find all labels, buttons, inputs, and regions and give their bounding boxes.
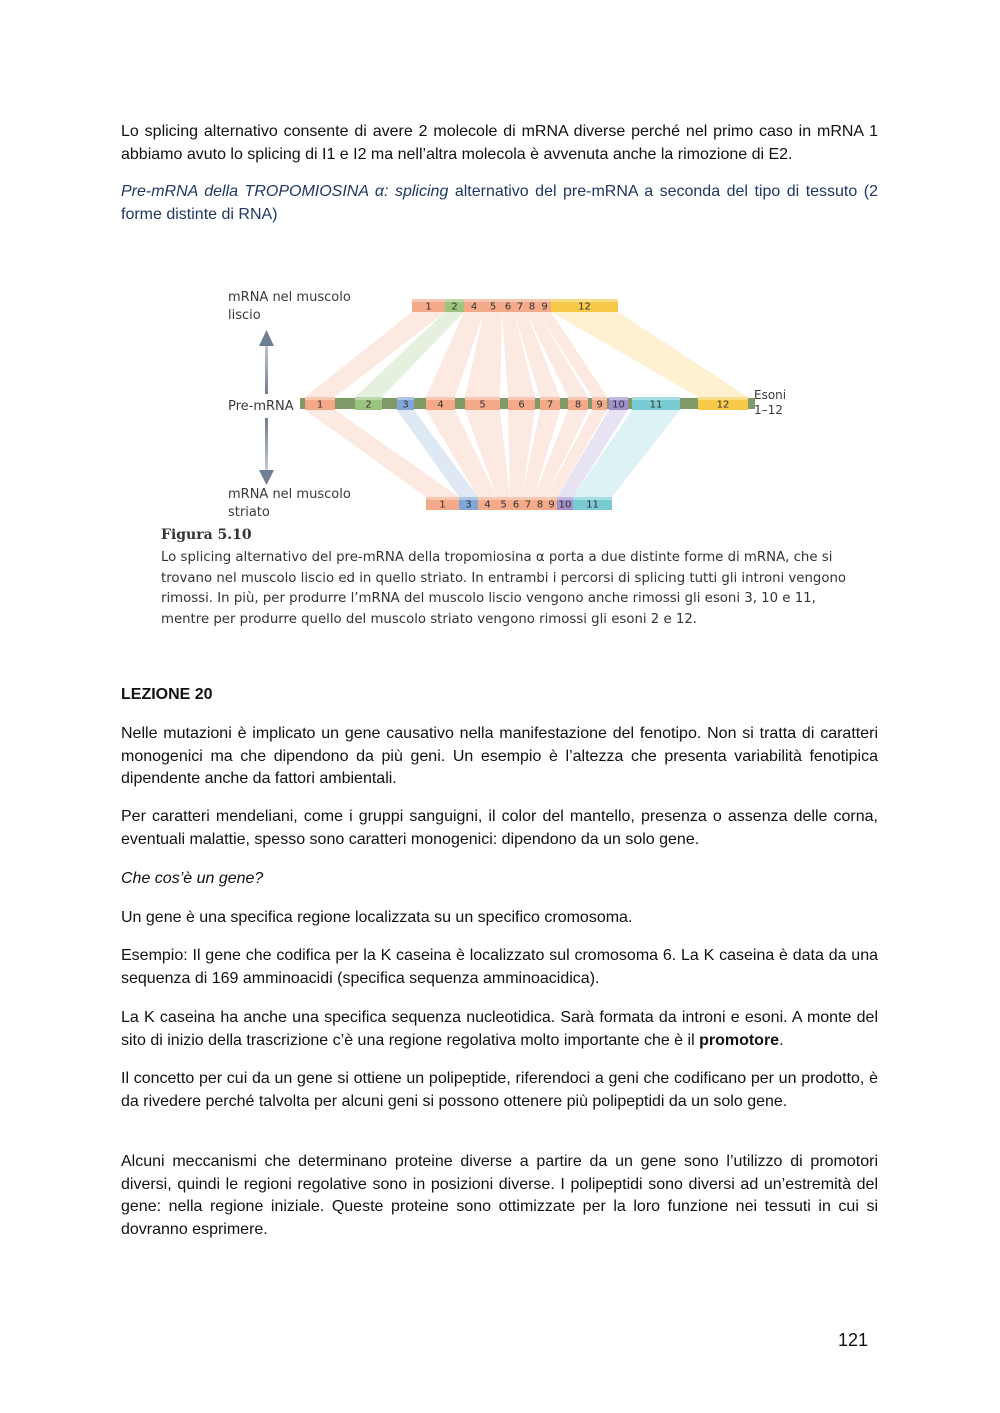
pre-mrna-exon-label-1: 1 — [316, 399, 324, 411]
smooth-exon-9 — [538, 299, 551, 313]
lesson-paragraph-4: Un gene è una specifica regione localizzata su un specifico cromosoma. — [121, 909, 633, 926]
exons-label-line1: Esoni — [754, 388, 787, 402]
pre-mrna-exon-6 — [508, 397, 535, 411]
smooth-exon-label-6: 6 — [504, 301, 512, 313]
pre-mrna-exon-11 — [632, 397, 680, 411]
pre-mrna-exon-3 — [397, 397, 414, 411]
striated-muscle-label-line2: striato — [228, 505, 270, 520]
pre-mrna-exon-7 — [540, 397, 560, 411]
page-number: 121 — [838, 1330, 869, 1350]
smooth-exon-7 — [514, 299, 526, 313]
lesson-paragraph-7: Il concetto per cui da un gene si ottiene un polipeptide, riferendoci a geni che codificano per un prodotto, è da rivedere perché talvolta per alcuni geni si possono ottenere più polipeptidi da un solo gene. — [121, 1070, 878, 1110]
smooth-exon-6 — [502, 299, 514, 313]
striated-exon-3 — [459, 497, 478, 511]
pre-mrna-exon-8 — [568, 397, 588, 411]
smooth-exon-label-4: 4 — [470, 301, 478, 313]
arrow-down-icon — [259, 470, 274, 485]
smooth-exon-label-9: 9 — [541, 301, 548, 313]
smooth-exon-label-8: 8 — [528, 301, 536, 313]
smooth-exon-1 — [412, 299, 445, 313]
striated-muscle-label — [228, 486, 351, 522]
striated-exon-label-10: 10 — [558, 499, 572, 511]
striated-exon-7 — [522, 497, 534, 511]
lesson-paragraph-1: Nelle mutazioni è implicato un gene causativo nella manifestazione del fenotipo. Non si tratta di caratteri monogenici ma che dipendono da più geni. Un esempio è l’altezza che presenta variabilità fenotipica dipendente anche da fattori ambientali. — [121, 725, 878, 787]
smooth-muscle-label-line2: liscio — [228, 308, 261, 323]
smooth-muscle-label-line1: mRNA nel muscolo — [228, 290, 351, 305]
pre-mrna-exon-label-7: 7 — [546, 399, 554, 411]
striated-exon-label-6: 6 — [512, 499, 520, 511]
striated-exon-10 — [557, 497, 573, 511]
pre-mrna-exon-label-11: 11 — [649, 399, 663, 411]
smooth-exon-label-5: 5 — [489, 301, 497, 313]
lesson-paragraph-5: Esempio: Il gene che codifica per la K caseina è localizzato sul cromosoma 6. La K caseina è data da una sequenza di 169 amminoacidi (specifica sequenza amminoacidica). — [121, 947, 878, 987]
pre-mrna-exon-12 — [698, 397, 748, 411]
tropomyosin-caption-italic: Pre-mRNA della TROPOMIOSINA α: splicing — [121, 183, 449, 200]
striated-exon-label-9: 9 — [548, 499, 555, 511]
striated-exon-label-11: 11 — [586, 499, 599, 511]
striated-muscle-label-line1: mRNA nel muscolo — [228, 487, 351, 502]
pre-mrna-exon-2 — [355, 397, 382, 411]
tropomyosin-caption — [121, 181, 878, 226]
striated-exon-4 — [478, 497, 497, 511]
pre-mrna-exon-label-10: 10 — [612, 399, 625, 411]
smooth-muscle-label — [228, 289, 351, 325]
striated-exon-11 — [573, 497, 612, 511]
smooth-exon-2 — [445, 299, 464, 313]
striated-exon-label-8: 8 — [536, 499, 544, 511]
lesson-paragraph-6-end: . — [779, 1031, 784, 1049]
pre-mrna-exon-9 — [592, 397, 607, 411]
pre-mrna-exon-label-8: 8 — [574, 399, 582, 411]
pre-mrna-exon-label-5: 5 — [479, 399, 486, 411]
pre-mrna-exon-10 — [609, 397, 628, 411]
splice-band-exon-12 — [551, 312, 748, 397]
smooth-exon-label-12: 12 — [578, 301, 591, 313]
smooth-exon-label-2: 2 — [451, 301, 458, 313]
exons-label-line2: 1–12 — [754, 403, 783, 417]
striated-exon-5 — [497, 497, 510, 511]
smooth-exon-5 — [484, 299, 502, 313]
lesson-paragraph-6 — [121, 1007, 878, 1052]
intro-paragraph: Lo splicing alternativo consente di avere 2 molecole di mRNA diverse perché nel primo caso in mRNA 1 abbiamo avuto lo splicing di I1 e I2 ma nell’altra molecola è avvenuta anche la rimozione di E2. — [121, 123, 878, 163]
figure-caption: Lo splicing alternativo del pre-mRNA della tropomiosina α porta a due distinte forme di mRNA, che si trovano nel muscolo liscio ed in quello striato. In entrambi i percorsi di splicing tutti gli introni vengono rimossi. In più, per produrre l’mRNA del muscolo liscio vengono anche rimossi gli esoni 3, 10 e 11, mentre per produrre quello del muscolo striato vengono rimossi gli esoni 2 e 12. — [161, 550, 847, 627]
pre-mrna-exon-label-2: 2 — [365, 399, 372, 411]
smooth-exon-12 — [551, 299, 618, 313]
striated-exon-label-5: 5 — [500, 499, 507, 511]
lesson-paragraph-6-text: La K caseina ha anche una specifica sequenza nucleotidica. Sarà formata da introni e esoni. A monte del sito di inizio della trascrizione c’è una regione regolativa molto importante che è il — [121, 1009, 878, 1049]
striated-exon-9 — [546, 497, 557, 511]
lesson-heading: LEZIONE 20 — [121, 686, 213, 703]
pre-mrna-exon-label-4: 4 — [437, 399, 444, 411]
striated-exon-label-3: 3 — [465, 499, 472, 511]
smooth-exon-4 — [464, 299, 484, 313]
pre-mrna-exon-label-6: 6 — [518, 399, 525, 411]
smooth-exon-label-1: 1 — [425, 301, 432, 313]
striated-exon-1 — [426, 497, 459, 511]
striated-exon-8 — [534, 497, 546, 511]
pre-mrna-exon-4 — [426, 397, 455, 411]
splicing-figure — [150, 280, 870, 640]
pre-mrna-exon-label-9: 9 — [596, 399, 603, 411]
pre-mrna-label: Pre-mRNA — [228, 399, 294, 414]
smooth-exon-label-7: 7 — [516, 301, 524, 313]
arrow-up-icon — [259, 330, 274, 346]
pre-mrna-exon-1 — [305, 397, 335, 411]
smooth-exon-8 — [526, 299, 538, 313]
promoter-term: promotore — [699, 1031, 780, 1049]
lesson-question: Che cos’è un gene? — [121, 870, 264, 887]
lesson-paragraph-2: Per caratteri mendeliani, come i gruppi sanguigni, il color del mantello, presenza o assenza delle corna, eventuali malattie, spesso sono caratteri monogenici: dipendono da un solo gene. — [121, 808, 878, 848]
figure-title: Figura 5.10 — [161, 527, 252, 543]
striated-exon-6 — [510, 497, 522, 511]
pre-mrna-exon-5 — [465, 397, 500, 411]
pre-mrna-exon-label-3: 3 — [402, 399, 409, 411]
lesson-paragraph-8: Alcuni meccanismi che determinano proteine diverse a partire da un gene sono l’utilizzo di promotori diversi, quindi le regioni regolative sono in posizioni diverse. I polipeptidi sono diversi ad un’estremità del gene: nella regione iniziale. Queste proteine sono ottimizzate per la loro funzione nei tessuti in cui si dovranno esprimere. — [121, 1153, 878, 1238]
tropomyosin-caption-rest: alternativo del pre-mRNA a seconda del tipo di tessuto (2 forme distinte di RNA) — [121, 183, 878, 223]
exons-label — [754, 388, 786, 418]
striated-exon-label-7: 7 — [524, 499, 532, 511]
striated-exon-label-1: 1 — [439, 499, 446, 511]
striated-exon-label-4: 4 — [484, 499, 491, 511]
pre-mrna-exon-label-12: 12 — [716, 399, 730, 411]
